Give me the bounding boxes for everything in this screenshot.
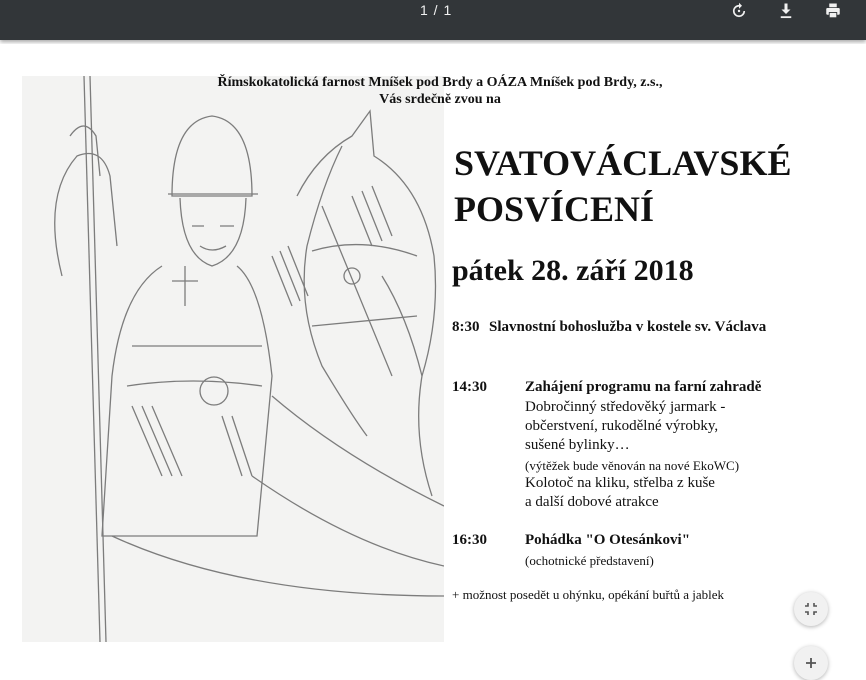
- schedule-heading-3: Pohádka "O Otesánkovi": [525, 532, 691, 548]
- schedule-time-3: 16:30: [452, 532, 487, 548]
- download-icon: [777, 2, 795, 20]
- schedule-line: (ochotnické představení): [525, 553, 654, 568]
- rotate-button[interactable]: [722, 0, 756, 22]
- schedule-line: občerstvení, rukodělné výrobky,: [525, 418, 719, 434]
- schedule-line: a další dobové atrakce: [525, 494, 659, 510]
- fit-page-button[interactable]: [794, 592, 828, 626]
- schedule-time-2: 14:30: [452, 379, 487, 395]
- page-indicator: 1 / 1: [420, 2, 453, 18]
- schedule-line: (výtěžek bude věnován na nové EkoWC): [525, 458, 740, 473]
- schedule-line: sušené bylinky…: [525, 437, 630, 453]
- print-icon: [824, 2, 842, 20]
- schedule-line: Dobročinný středověký jarmark -: [525, 399, 726, 415]
- pdf-page: [0, 44, 866, 665]
- schedule-text-1: Slavnostní bohoslužba v kostele sv. Václava: [489, 319, 767, 335]
- download-button[interactable]: [769, 0, 803, 22]
- schedule-time-1: 8:30: [452, 319, 480, 335]
- pdf-toolbar: [0, 0, 866, 40]
- organizer-line: Římskokatolická farnost Mníšek pod Brdy a OÁZA Mníšek pod Brdy, z.s.,: [217, 75, 663, 90]
- title-line-1: SVATOVÁCLAVSKÉ: [454, 143, 792, 183]
- print-button[interactable]: [816, 0, 850, 22]
- organizer-text: [110, 74, 770, 108]
- invite-line: Vás srdečně zvou na: [379, 92, 501, 107]
- zoom-in-button[interactable]: [794, 646, 828, 680]
- rotate-icon: [730, 2, 748, 20]
- schedule-line: Kolotoč na kliku, střelba z kuše: [525, 475, 715, 491]
- event-date: pátek 28. září 2018: [452, 254, 694, 287]
- zoom-in-icon: [803, 655, 819, 671]
- schedule-heading-2: Zahájení programu na farní zahradě: [525, 379, 762, 395]
- footer-note: + možnost posedět u ohýnku, opékání buřtů a jablek: [452, 587, 724, 602]
- title-line-2: POSVÍCENÍ: [454, 189, 655, 229]
- fit-page-icon: [803, 601, 819, 617]
- saint-wenceslas-illustration: [22, 76, 444, 642]
- event-title: [454, 140, 791, 232]
